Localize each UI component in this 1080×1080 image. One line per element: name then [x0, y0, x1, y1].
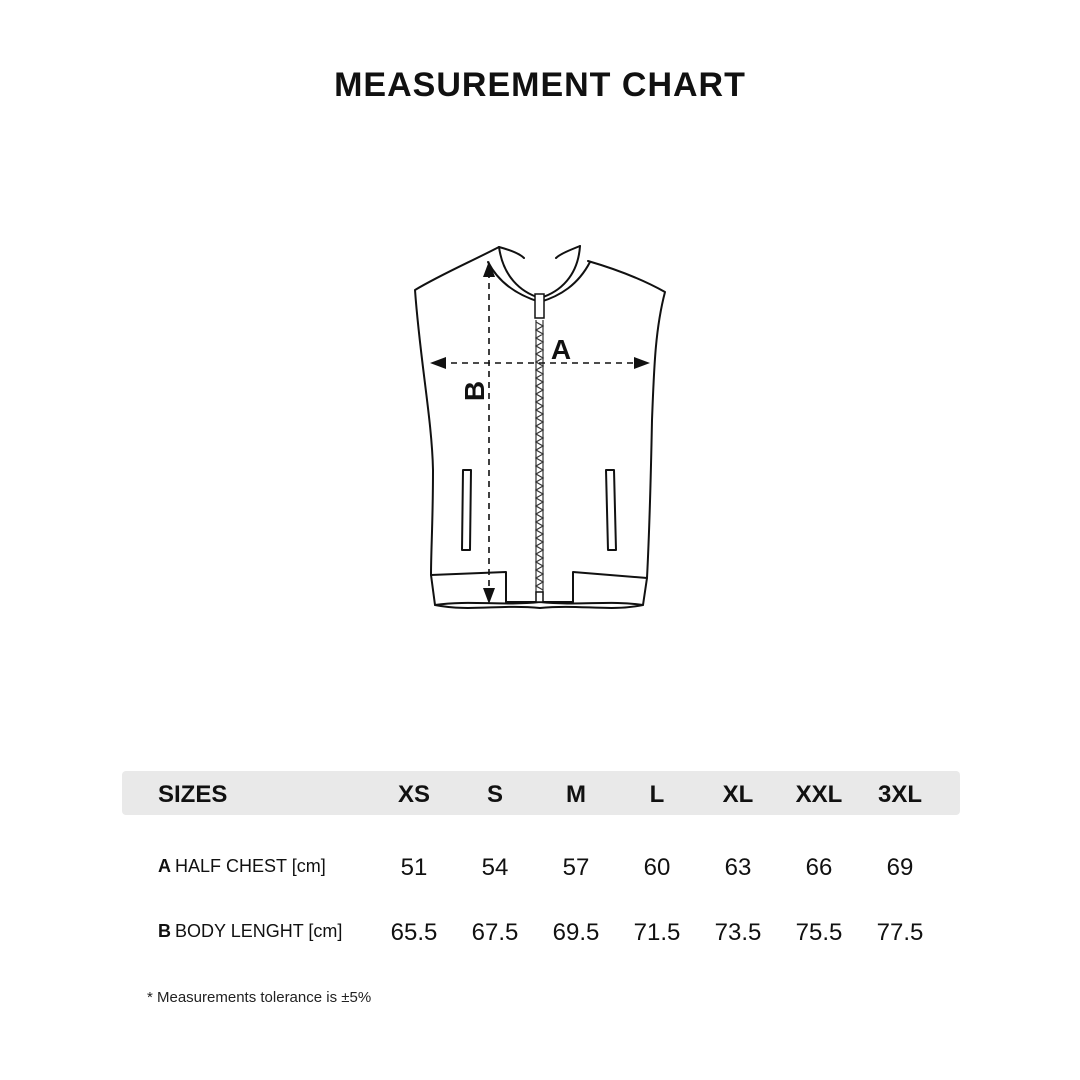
row-label-body-length: [158, 921, 342, 942]
left-pocket: [462, 470, 471, 550]
table-cell: 57: [562, 854, 590, 881]
label-a: A: [550, 334, 572, 365]
right-pocket: [606, 470, 616, 550]
arrow-right-icon: [634, 357, 650, 369]
size-header-l: L: [649, 781, 665, 808]
size-header-xl: XL: [722, 781, 754, 808]
table-cell: 63: [724, 854, 752, 881]
size-header-3xl: 3XL: [877, 781, 923, 808]
size-header-s: S: [486, 781, 504, 808]
vest-diagram: [400, 235, 680, 625]
table-cell: 66: [805, 854, 833, 881]
row-text-body-length: BODY LENGHT [cm]: [175, 921, 343, 941]
table-cell: 54: [481, 854, 509, 881]
row-letter-a: A: [158, 856, 171, 876]
table-cell: 69: [886, 854, 914, 881]
table-cell: 73.5: [714, 919, 762, 946]
sizes-header: SIZES: [158, 781, 228, 808]
size-header-m: M: [566, 781, 586, 808]
arrow-down-icon: [483, 588, 495, 604]
table-cell: 77.5: [876, 919, 924, 946]
row-label-half-chest: [158, 856, 326, 877]
size-header-xxl: XXL: [795, 781, 843, 808]
table-cell: 75.5: [795, 919, 843, 946]
zipper: [535, 294, 544, 602]
table-cell: 71.5: [633, 919, 681, 946]
tolerance-note: * Measurements tolerance is ±5%: [147, 989, 372, 1006]
table-cell: 51: [400, 854, 428, 881]
table-cell: 65.5: [390, 919, 438, 946]
row-text-half-chest: HALF CHEST [cm]: [175, 856, 326, 876]
row-letter-b: B: [158, 921, 171, 941]
table-cell: 67.5: [471, 919, 519, 946]
table-cell: 60: [643, 854, 671, 881]
size-header-xs: XS: [397, 781, 431, 808]
page-title: MEASUREMENT CHART: [334, 66, 746, 104]
arrow-left-icon: [430, 357, 446, 369]
collar: [499, 246, 580, 298]
label-b: B: [459, 380, 490, 402]
table-cell: 69.5: [552, 919, 600, 946]
